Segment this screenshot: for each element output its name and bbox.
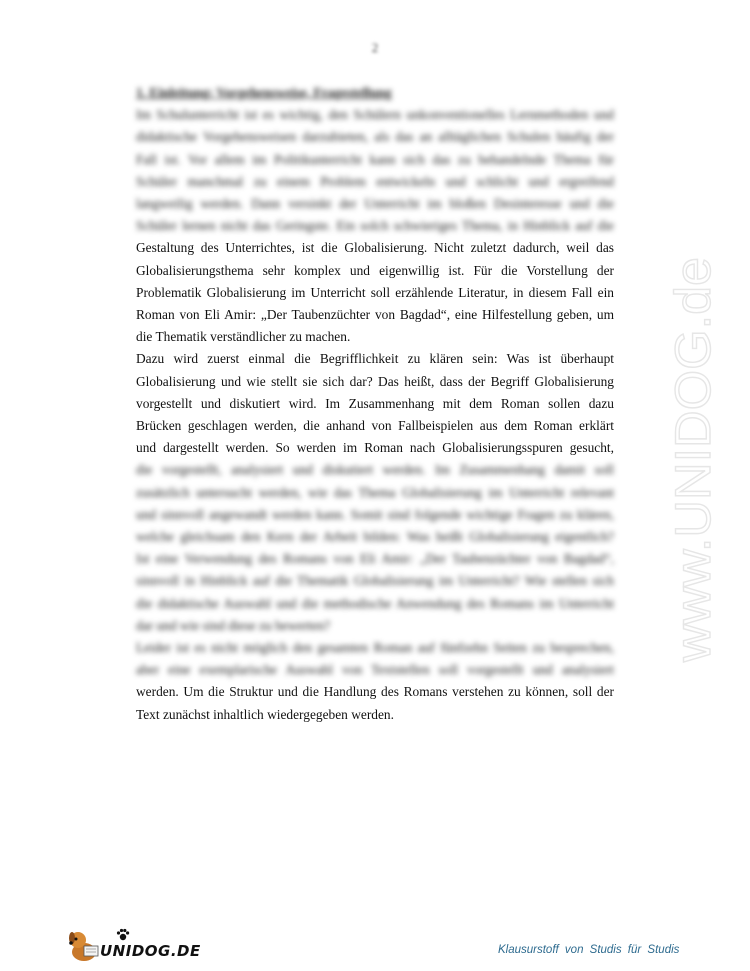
paw-icon	[116, 928, 130, 942]
text-line: Leider ist es nicht möglich den gesamten Roman auf fünfzehn Seiten zu besprechen,	[136, 640, 614, 656]
text-line: die vorgestellt, analysiert und diskutiert werden. Im Zusammenhang damit soll	[136, 462, 614, 478]
text-line: Ist eine Verwendung des Romans von Eli Amir: „Der Taubenzüchter von Bagdad“,	[136, 551, 614, 567]
text-line: didaktische Vorgehensweisen darzubieten, als das an alltäglichen Schulen häufig der	[136, 129, 614, 145]
section-heading: 1. Einleitung: Vorgehensweise, Fragestellung	[136, 85, 392, 100]
unidog-logo[interactable]	[60, 926, 210, 966]
document-body	[136, 82, 614, 726]
logo-text: UNIDOG.DE	[100, 942, 201, 960]
text-line: und sinnvoll angewandt werden kann. Somit sind folgende wichtige Fragen zu klären,	[136, 506, 614, 522]
text-line: werden. Um die Struktur und die Handlung des Romans verstehen zu können, soll der	[136, 684, 614, 700]
text-line: die didaktische Auswahl und die methodische Anwendung des Romans im Unterricht	[136, 595, 614, 611]
text-line: dar und wie sind diese zu bewerten?	[136, 617, 331, 633]
text-line: und dargestellt werden. So werden im Roman nach Globalisierungsspuren gesucht,	[136, 440, 614, 456]
text-line: Fall ist. Vor allem im Politikunterricht kann sich das zu behandelnde Thema für	[136, 151, 614, 167]
text-line: die Thematik verständlicher zu machen.	[136, 329, 351, 345]
text-line: Text zunächst inhaltlich wiedergegeben werden.	[136, 706, 394, 722]
text-line: welche gleichsam den Kern der Arbeit bilden: Was heißt Globalisierung eigentlich?	[136, 529, 614, 545]
watermark-text: www.UNIDOG.de	[665, 273, 721, 662]
text-line: Globalisierungsthema sehr komplex und eigenwillig ist. Für die Vorstellung der	[136, 262, 614, 278]
text-line: Roman von Eli Amir: „Der Taubenzüchter von Bagdad“, eine Hilfestellung geben, um	[136, 307, 614, 323]
text-line: zusätzlich untersucht werden, wie das Thema Globalisierung im Unterricht relevant	[136, 484, 614, 500]
page-number: 2	[371, 40, 379, 55]
text-line: sinnvoll in Hinblick auf die Thematik Globalisierung im Unterricht? Wie stellen sich	[136, 573, 614, 589]
watermark	[600, 250, 750, 670]
text-line: Brücken geschlagen werden, die anhand von Fallbeispielen aus dem Roman erklärt	[136, 418, 614, 434]
text-line: Gestaltung des Unterrichtes, ist die Globalisierung. Nicht zuletzt dadurch, weil das	[136, 240, 614, 256]
text-line: Im Schulunterricht ist es wichtig, den Schülern unkonventionelles Lernmethoden und	[136, 107, 614, 123]
text-line: Schüler manchmal zu einem Problem entwickeln und schlicht und ergreifend	[136, 173, 614, 189]
text-line: Schüler lernen nicht das Geringste. Ein solch schwieriges Thema, in Hinblick auf die	[136, 218, 614, 234]
text-line: aber eine exemplarische Auswahl von Textstellen soll vorgestellt und analysiert	[136, 662, 614, 678]
dog-icon	[64, 928, 104, 964]
text-line: Problematik Globalisierung im Unterricht soll erzählende Literatur, in diesem Fall ein	[136, 284, 614, 300]
text-line: langweilig werden. Dann versinkt der Unterricht im bloßen Desinteresse und die	[136, 196, 614, 212]
text-line: vorgestellt und diskutiert wird. Im Zusammenhang mit dem Roman sollen dazu	[136, 395, 614, 411]
text-line: Globalisierung und wie stellt sie sich dar? Das heißt, dass der Begriff Globalisierung	[136, 373, 614, 389]
footer-slogan: Klausurstoff von Studis für Studis	[498, 944, 680, 956]
text-line: Dazu wird zuerst einmal die Begrifflichkeit zu klären sein: Was ist überhaupt	[136, 351, 614, 367]
